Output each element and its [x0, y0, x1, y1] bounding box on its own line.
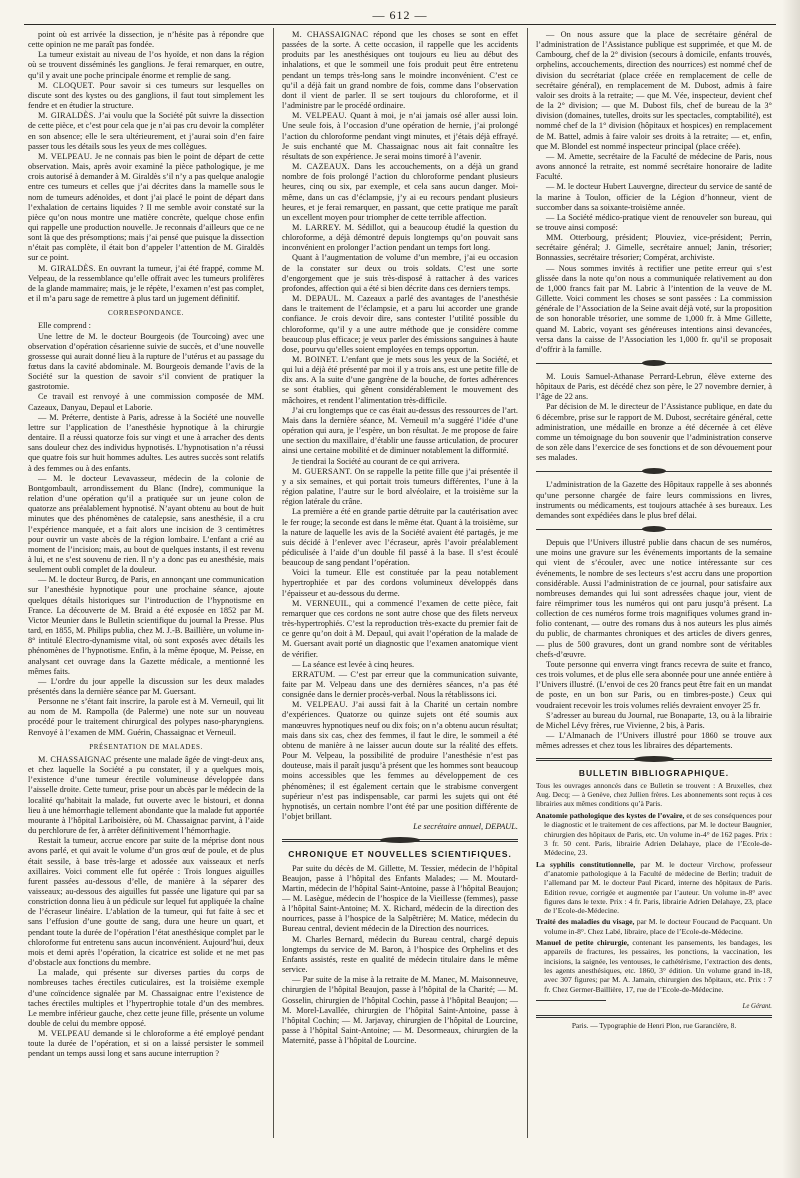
paragraph: [536, 731, 772, 751]
paragraph-text: Je tiendrai la Société au courant de ce qui arrivera.: [292, 456, 460, 466]
paragraph: [536, 372, 772, 402]
paragraph-text: Dans les accouchements, on a déjà un grand nombre de fois prolongé l’action du chloroforme pendant plusieurs heures, cinq ou six, par exemple, et cela sans aucun danger. Moi-même, dans un cas d’éclampsie, j’y ai eu recours pendant plusieurs heures, et je ferai remarquer, en passant, que cette pratique me paraît un excellent moyen pour triompher de cette terrible affection.: [282, 162, 518, 222]
paragraph-text: — C’est par erreur que la communication suivante, faite par M. Velpeau dans une des dernières séances, n’a pas été consignée dans le dernier procès-verbal. Nous la rétablissons ici.: [282, 669, 518, 700]
paragraph: [28, 111, 264, 152]
paragraph-text: — On nous assure que la place de secrétaire général de l’administration de l’Assistance publique est supprimée, et que M. de Cambourg, chef de la 2° division (secours à domicile, enfants trouvés, orphelins, accouchements, direction des nourrices) est nommé chef de division du secrétariat (place créée en remplacement de celle de secrétaire général), en remplacement de M. Dubost, admis à faire valoir ses droits à la retraite; — que M. Vée, inspecteur, devient chef de la 2° division; — que M. Dubost fils, chef de bureau de la 3° division (domaines, tutelles, droits sur les spectacles, comptabilité), est nommé chef de la 1° division (hôpitaux et hospices) en remplacement de M. Battel, admis à faire valoir ses droits à la retraite; — et, enfin, que M. Blondel est nommé inspecteur principal (place créée).: [536, 30, 772, 151]
paragraph: [282, 507, 518, 568]
paragraph: [536, 30, 772, 152]
paragraph-text: Quant à moi, je n’ai jamais osé aller aussi loin. Une seule fois, à l’occasion d’une opération de hernie, j’ai prolongé l’action du chloroforme pendant vingt minutes, et j’étais déjà effrayé. Je suis enchanté que M. Chassaignac nous ait fait connaître les résultats de son expérience. Je serai moins timoré à l’avenir.: [282, 111, 518, 161]
ornament-divider: [536, 359, 772, 368]
paragraph: [282, 660, 518, 670]
paragraph-text: La malade, qui présente sur diverses parties du corps de nombreuses taches érectiles cuticulaires, est la troisième exemple d’une coïncidence signalée par M. Chassaignac entre l’existence de taches érectiles multiples et l’hypertrophie totale d’un des membres. Le membre inférieur gauche, chez cette jeune fille, présente un volume double de celui du membre opposé.: [28, 968, 264, 1028]
speaker-name: M. DEPAUL.: [292, 294, 341, 304]
book-title: Manuel de petite chirurgie,: [536, 938, 629, 948]
bibliography-entry: [536, 811, 772, 857]
paragraph-text: L’enfant que je mets sous les yeux de la Société, et qui lui a déjà été présenté par moi il y a trois ans, est une petite fille de dix ans. A la suite d’une gangrène de la bouche, de fortes adhérences se sont établies, qui gênent considérablement le mouvement des mâchoires, et rendent l’alimentation très-difficile.: [282, 355, 518, 405]
paragraph: [28, 264, 264, 305]
paragraph: [28, 575, 264, 677]
paragraph: [536, 233, 772, 263]
paragraph: [28, 321, 264, 331]
paragraph-text: En ouvrant la tumeur, j’ai été frappé, comme M. Velpeau, de la ressemblance qu’elle offrait avec les tumeurs prolifères de la glande mammaire; mais, je le répète, l’examen n’est pas complet, et il m’a paru sage de remettre à plus tard un jugement définitif.: [28, 263, 264, 304]
paragraph-text: L’administration de la Gazette des Hôpitaux rappelle à ses abonnés qu’une personne chargée de faire leurs commissions en livres, instruments ou médicaments, est toujours attachée à ses bureaux. Les demandes sont expédiées dans le plus bref délai.: [536, 480, 772, 520]
printer-imprint: [536, 1015, 772, 1031]
paragraph: [282, 457, 518, 467]
speaker-name: M. VELPEAU.: [292, 700, 348, 710]
paragraph: [536, 711, 772, 731]
paragraph-text: On se rappelle la petite fille que j’ai présentée il y a six semaines, et qui portait trois tumeurs différentes, l’une à la région palatine, l’autre sur le bord alvéolaire, et la troisième sur la région latérale du crâne.: [282, 466, 518, 507]
paragraph-text: présente une malade âgée de vingt-deux ans, et chez laquelle la Société a pu constater, il y a quelques mois, l’existence d’une tumeur érectile volumineuse développée dans l’aisselle droite. Cette tumeur, prise pour un abcès par le médecin de la localité qu’habitait la malade, fut ouverte avec le bistouri, et donna lieu à une hémorrhagie tellement abondante que la malade fut apportée mourante à l’hôpital Lariboisière, où M. Chassaignac parvint, à l’aide du perchlorure de fer, à arrêter définitivement l’hémorrhagie.: [28, 754, 264, 836]
paragraph: [28, 392, 264, 412]
ornament-divider: [536, 467, 772, 476]
speaker-name: M. CHASSAIGNAC: [292, 30, 369, 39]
paragraph-text: — M. Amette, secrétaire de la Faculté de médecine de Paris, nous avons annoncé la retraite, est nommé secrétaire honoraire de ladite Faculté.: [536, 151, 772, 182]
imprint-rule: [536, 1015, 772, 1018]
section-heading: CORRESPONDANCE.: [107, 309, 185, 318]
speaker-name: M. VELPEAU.: [292, 111, 347, 121]
ornament-divider: [536, 755, 772, 764]
speaker-name: M. LARREY.: [292, 222, 342, 232]
paragraph: [536, 660, 772, 711]
paragraph-text: Je ne connais pas bien le point de départ de cette observation. Mais, après avoir examiné la pièce pathologique, je me crois autorisé à demander à M. Giraldès s’il n’y a pas quelque analogie entre ces tumeurs et celles que j’ai décrites dans la mamelle sous le nom de tumeurs adénoïdes, et dont j’ai placé le point de départ dans l’exhalation de certains liquides ? Il me semble avoir constaté sur la pièce qu’on nous montre une matière concrète, quelque chose enfin qui rappelle une production nouvelle. Je reconnais d’ailleurs que ce ne sont là que des présomptions; mais j’ai pensé que puisque la dissection n’était pas complète, il était bon d’appeler l’attention de M. Giraldès sur ce point.: [28, 151, 264, 263]
bibliography-intro: Tous les ouvrages annoncés dans ce Bulletin se trouvent : A Bruxelles, chez Aug. Decq; — à Genève, chez Jullien frères. Les abonnements sont reçus à ces librairies aux mêmes conditions qu’à Paris.: [536, 781, 772, 809]
section-heading: BULLETIN BIBLIOGRAPHIQUE.: [578, 768, 730, 779]
paragraph: [282, 467, 518, 508]
speaker-name: M. GUERSANT.: [292, 466, 353, 476]
paragraph: [282, 700, 518, 822]
speaker-name: M. CHASSAIGNAC: [38, 754, 112, 764]
paragraph-text: — L’Almanach de l’Univers illustré pour 1860 se trouve aux mêmes adresses et chez tous les libraires des départements.: [536, 731, 772, 751]
paragraph: [536, 480, 772, 521]
paragraph: [28, 836, 264, 968]
paragraph-text: La première a été en grande partie détruite par la cautérisation avec le fer rouge; la seconde est dans le même état. Quant à la troisième, sur la nature de laquelle les avis de la Société avaient été partagés, je me suis décidé à l’enlever avec l’écraseur, après l’avoir préalablement pédiculisée à l’aide d’un double fil passé à la base. Il s’est écoulé beaucoup de sang pendant l’opération.: [282, 507, 518, 568]
bibliography-entry: [536, 938, 772, 994]
book-details: par M. le docteur Virchow, professeur d’anatomie pathologique à la Faculté de médecine de Berlin; traduit de l’allemand par M. le docteur Paul Picard, interne des hôpitaux de Paris. Edition revue, corrigée et augmentée par l’auteur. Un volume in-8° avec figures dans le texte. Prix : 4 fr. Paris, librairie Adrien Delahaye, 23, place de l’Ecole-de-Médecine.: [544, 859, 772, 916]
paragraph-text: qui a commencé l’examen de cette pièce, fait remarquer que ces cordons ne sont autre chose que des filets nerveux très-hypertrophiés. C’est la reproduction très-exacte du premier fait de ce genre qu’on doit à M. Depaul, qui avait l’opération de la malade de M. Guersant avait porté un diagnostic que l’examen anatomique vient de vérifier.: [282, 598, 518, 659]
paragraph: [28, 152, 264, 264]
paragraph-text: Voici la tumeur. Elle est constituée par la peau notablement hypertrophiée et par des cordons volumineux développés dans l’épaisseur et au-dessous du derme.: [282, 568, 518, 598]
column-right: [536, 30, 772, 1136]
paragraph-text: Quant à l’augmentation de volume d’un membre, j’ai eu occasion de la constater sur deux ou trois soldats. C’est une sorte d’engorgement que je suis très-disposé à rattacher à des varices profondes, affection qui a été si bien décrite dans ces derniers temps.: [282, 253, 518, 293]
header-rule: [24, 24, 776, 25]
speaker-name: M. CLOQUET.: [38, 80, 95, 90]
paragraph-text: — Par suite de la mise à la retraite de M. Manec, M. Maisonneuve, chirurgien de l’hôpital Beaujon, passe à l’hôpital de la Charité; — M. Gosselin, chirurgien de l’hôpital Cochin, passe à l’hôpital Beaujon; — M. Morel-Lavallée, chirurgien de l’hôpital Saint-Antoine, passe à l’hôpital Cochin; — M. Jarjavay, chirurgien de l’hôpital de Lourcine, passe à l’hôpital Saint-Antoine; — M. Desormeaux, chirurgien de la Maternité, passe à l’hôpital de Lourcine.: [282, 975, 518, 1046]
paragraph-text: — L’ordre du jour appelle la discussion sur les deux malades présentés dans la dernière séance par M. Guersant.: [28, 676, 264, 696]
paragraph: [28, 677, 264, 697]
paragraph-text: Personne ne s’étant fait inscrire, la parole est à M. Verneuil, qui lit au nom de M. Rampolla (de Palerme) une note sur un nouveau procédé pour le traitement chirurgical des polypes naso-pharyngiens. Renvoyé à l’examen de MM. Guérin, Chassaignac et Verneuil.: [28, 697, 264, 737]
paragraph-text: demande si le chloroforme a été employé pendant toute la durée de l’opération, et si on a laissé persister le sommeil pendant un temps aussi long et sans aucune interruption ?: [28, 1029, 264, 1059]
book-title: Traité des maladies du visage,: [536, 917, 635, 927]
book-details: par M. le docteur Foucaud de Pacquant. Un volume in-8°. Chez Labé, libraire, place de l’Ecole-de-Médecine.: [544, 917, 772, 936]
paragraph: [282, 935, 518, 976]
paragraph-text: M. Cazeaux a parlé des avantages de l’anesthésie dans le traitement de l’éclampsie, et a paru lui accorder une grande confiance. Je crois devoir dire, sans contester l’utilité possible du chloroforme, qu’il y a une autre méthode que je considère comme beaucoup plus efficace; je veux parler des émissions sanguines à haute dose, pourvu qu’elles soient employées en temps opportun.: [282, 294, 518, 354]
paragraph: [28, 50, 264, 80]
book-title: La syphilis constitutionnelle,: [536, 859, 636, 869]
paragraph: [28, 81, 264, 111]
paragraph: [282, 406, 518, 457]
paragraph-text: Depuis que l’Univers illustré publie dans chacun de ses numéros, une moins une gravure sur les événements importants de la semaine qui vient de s’écouler, avec une notice intéressante sur ces événements, le nombre de ses lecteurs s’est accru dans une proportion considérable. Aussi l’administration de ce journal, pour satisfaire aux nombreuses demandes qui lui sont adressées chaque jour, vient de faire réimprimer tous les numéros qui ont paru jusqu’à présent. La collection de ces numéros forme trois magnifiques volumes grand in-folio contenant, — outre des romans dus à nos auteurs les plus aimés du public, de charmantes chroniques et des articles de divers genres, — plus de 500 gravures, dont un grand nombre sont de véritables chefs-d’œuvre.: [536, 538, 772, 659]
paragraph: [536, 213, 772, 233]
speaker-name: M. GIRALDÈS.: [38, 263, 96, 273]
paragraph-text: — M. Préterre, dentiste à Paris, adresse à la Société une nouvelle lettre sur l’application de l’anesthésie hypnotique à la chirurgie dentaire. Il a réussi quatorze fois sur vingt et une à arracher des dents sans douleur chez des individus hypnotisés. L’hypnotisation n’a réussi que quatre fois sur huit hommes adultes. Les autres succès sont relatifs à des femmes ou à des enfants.: [28, 412, 264, 473]
paragraph: [536, 182, 772, 212]
paragraph-text: Une lettre de M. le docteur Bourgeois (de Tourcoing) avec une observation d’opération césarienne suivie de succès, et d’une nouvelle grossesse qui aurait donné lieu à la rupture de l’utérus et au passage du fœtus dans la cavité abdominale. M. Bourgeois demande l’avis de la Société sur la question de savoir s’il convient de pratiquer la gastrotomie.: [28, 331, 264, 392]
paragraph: [28, 474, 264, 576]
bibliography-entry: [536, 917, 772, 936]
paragraph: [28, 697, 264, 738]
paragraph: [536, 538, 772, 660]
paragraph-text: — M. le docteur Levavasseur, médecin de la colonie de Bontgombault, arrondissement du Blanc (Indre), communique la relation d’une opération qu’il a pratiquée sur un jeune colon de quatorze ans préalablement hypnotisé. N’ayant obtenu au bout de huit minutes que des phénomènes de catalepsie, sans anesthésie, il a cru l’expérience manquée, et a fait alors une incision de 3 centimètres pour ouvrir un vaste abcès de la région lombaire. L’enfant a crié au moment de l’incision; mais, au bout de quelques instants, il est revenu à lui, et ne s’est souvenu de rien. Il n’y a donc pas eu anesthésie, mais seulement oubli complet de la douleur.: [28, 473, 264, 575]
section-heading: PRÉSENTATION DE MALADES.: [89, 742, 203, 751]
paragraph: [282, 111, 518, 162]
paragraph: [282, 162, 518, 223]
page-number: — 612 —: [372, 8, 428, 22]
paragraph: [282, 294, 518, 355]
paragraph: [28, 413, 264, 474]
paragraph: [282, 670, 518, 700]
paragraph-text: Elle comprend :: [38, 321, 91, 331]
paragraph-text: Par décision de M. le directeur de l’Assistance publique, en date du 6 décembre, prise sur le rapport de M. Dubost, secrétaire général, cette administration, une médaille en bronze a été décernée à cet élève comme un témoignage du bon souvenir que l’administration conserve de son zèle dans l’exercice de ses fonctions et de son dévouement pour ses malades.: [536, 402, 772, 463]
speaker-name: ERRATUM.: [292, 669, 336, 679]
paragraph-text: Toute personne qui enverra vingt francs recevra de suite et franco, ces trois volumes, et de plus elle sera abonnée pour une année entière à l’Univers illustré. (L’envoi de ces 20 francs peut être fait en un mandat de poste, en un bon sur Paris, ou en timbres-poste.) Ceux qui voudraient recevoir les trois volumes reliés devraient envoyer 25 fr.: [536, 659, 772, 710]
paragraph-text: — La Société médico-pratique vient de renouveler son bureau, qui se trouve ainsi composé:: [536, 212, 772, 232]
column-left: [28, 30, 264, 1136]
paragraph-text: — Nous sommes invités à rectifier une petite erreur qui s’est glissée dans la note qu’on nous a communiquée relativement au don de 1,000 francs fait par M. Labric à l’intention de la veuve de M. Gillette. Voici comment les choses se sont passées : La commission générale de l’Association de la Seine avait déjà voté, sur la proposition de son honorable trésorier, une somme de 1,000 fr. à Mme Gillette, quand M. Labric, voyant ses généreuses intentions ainsi devancées, versa dans la caisse de l’Association les 1,000 fr. qu’il se proposait d’offrir à la famille.: [536, 263, 772, 354]
paragraph-text: MM. Otterbourg, président; Plouviez, vice-président; Perrin, secrétaire général; J. Gimelle, secrétaire annuel; Janin, trésorier; Bonnassies, secrétaire trésorier; Compérat, archiviste.: [536, 233, 772, 263]
speaker-name: M. VERNEUIL,: [292, 598, 352, 608]
column-middle: [282, 30, 518, 1136]
paragraph-text: S’adresser au bureau du Journal, rue Bonaparte, 13, ou à la librairie de Michel Lévy frères, rue Vivienne, 2 bis, à Paris.: [536, 710, 772, 730]
paragraph-text: point où est arrivée la dissection, je n’hésite pas à répondre que cette opinion ne me paraît pas fondée.: [28, 30, 264, 50]
speaker-name: M. CAZEAUX.: [292, 162, 350, 172]
paragraph-text: — M. le docteur Burcq, de Paris, en annonçant une communication sur l’anesthésie hypnotique pour une prochaine séance, ajoute quelques détails historiques sur l’introduction de l’hypnotisme en France. La découverte de M. Braid a été exposée en 1852 par M. Victor Meunier dans le Bulletin scientifique du journal la Presse. Plus tard, en 1855, M. Philips publia, chez M. J.-B. Baillière, un volume in-8° intitulé Electro-dynamisme vital, où sont exposés avec détails les phénomènes de l’hypnotisme. Enfin, à la même époque, M. Peisse, en analysant cet ouvrage dans la Gazette médicale, a mentionné les mêmes faits.: [28, 575, 264, 676]
paragraph-text: Par suite du décès de M. Gillette, M. Tessier, médecin de l’hôpital Beaujon, passe à l’hôpital des Enfants Malades; — M. Moutard-Martin, médecin de l’hôpital Saint-Antoine, passe à l’hôpital Beaujon; — M. Lasègue, médecin de l’hospice de la Vieillesse (femmes), passe à l’hôpital Saint-Antoine; M. X. Richard, médecin de la direction des nourrices, passe à l’hospice de la Salpêtrière; M. Matice, médecin du Bureau central, devient médecin de la Direction des nourrices.: [282, 863, 518, 934]
page-edge-shadow: [782, 0, 800, 1178]
manager-signature: Le Gérant.: [742, 1002, 772, 1010]
paragraph-text: — La séance est levée à cinq heures.: [292, 659, 415, 669]
paragraph: [282, 253, 518, 294]
imprint-text: Paris. — Typographie de Henri Plon, rue Garancière, 8.: [571, 1020, 737, 1030]
paragraph-text: Pour savoir si ces tumeurs sur lesquelles on discute sont des kystes ou des ganglions, il faut tout simplement les fendre et en étudier la structure.: [28, 80, 264, 111]
paragraph-text: répond que les choses se sont en effet passées de la sorte. A cette occasion, il rappelle que les accidents produits par les anesthésiques ont toujours eu lieu au début des inhalations, et que le sommeil une fois produit peut être entretenu pendant un temps très-long sans le moindre inconvénient. C’est ce qu’il a déjà fait un grand nombre de fois, comme dans l’observation dont il vient de parler. Il se sert toujours du chloroforme, et il l’administre par le procédé ordinaire.: [282, 30, 518, 111]
speaker-name: M. BOINET.: [292, 355, 339, 364]
book-details: contenant les pansements, les bandages, les appareils de fractures, les pessaires, les ponctions, la vaccination, les incisions, la saignée, les ventouses, le cathétérisme, l’extraction des dents, les agents anesthésiques, etc. 1860, 3° édition. Un volume grand in-18, avec 307 figures; par M. A. Jamain, chirurgien des hôpitaux, etc. Prix : 7 fr. Chez Germer-Baillière, 17, rue de l’Ecole-de-Médecine.: [544, 938, 772, 994]
paragraph-text: M. Sédillot, qui a beaucoup étudié la question du chloroforme, a déjà démontré depuis longtemps qu’on pouvait sans inconvénient en prolonger l’action pendant un temps fort long.: [282, 222, 518, 253]
paragraph: [28, 30, 264, 50]
paragraph-text: La tumeur existait au niveau de l’os hyoïde, et non dans la région où se trouvent disséminés les ganglions. Je ferai remarquer, en outre, qu’il y avait une poche principale énorme et remplie de sang.: [28, 50, 264, 80]
footer-rule: [536, 1000, 606, 1001]
column-divider: [527, 28, 528, 1138]
paragraph-text: Restait la tumeur, accrue encore par suite de la méprise dont nous avons parlé, et qui avait le volume d’un gros œuf de poule, et de plus était sessile, à base très-large et adossée aux vaisseaux et nerfs axillaires. Voici comment elle fut opérée : Trois longues aiguilles furent passées au-dessous d’elle, de manière à la séparer des vaisseaux; au-dessous des aiguilles fut passée une ligature qui par sa constriction donna lieu à un pédicule sur lequel fut appliquée la chaîne de l’écraseur linéaire. L’ablation de la tumeur, qui fut faite à sec et sans l’effusion d’une goutte de sang, dura une heure un quart, et pendant toute la durée de l’opération l’état anesthésique complet par le chloroforme fut entretenu sans aucun inconvénient. Aujourd’hui, deux mois et demi après l’opération, la cicatrice est solide et ne met pas d’obstacle aux fonctions du membre.: [28, 836, 264, 968]
paragraph: [28, 968, 264, 1029]
paragraph-text: M. Louis Samuel-Athanase Perrard-Lebrun, élève externe des hôpitaux de Paris, est décédé chez son père, le 27 novembre dernier, à l’âge de 22 ans.: [536, 372, 772, 402]
paragraph: [282, 568, 518, 598]
paragraph: [282, 30, 518, 111]
paragraph: [282, 599, 518, 660]
paragraph-text: Ce travail est renvoyé à une commission composée de MM. Cazeaux, Danyau, Depaul et Laborie.: [28, 392, 264, 412]
ornament-divider: [536, 525, 772, 534]
paragraph: [536, 152, 772, 182]
column-divider: [273, 28, 274, 1138]
paragraph: [282, 355, 518, 406]
paragraph-text: — M. le docteur Hubert Lauvergne, directeur du service de santé de la marine à Toulon, officier de la Légion d’honneur, vient de succomber dans sa soixante-troisième année.: [536, 182, 772, 212]
paragraph: [28, 332, 264, 393]
paragraph-text: J’ai cru longtemps que ce cas était au-dessus des ressources de l’art. Mais dans la dernière séance, M. Verneuil m’a suggéré l’idée d’une opération qui aura, je l’espère, un bon résultat. Je me propose de faire une section du maxillaire, d’établir une fausse articulation, de procurer ainsi une certaine mobilité et de diminuer notablement la difformité.: [282, 405, 518, 456]
paragraph: [282, 864, 518, 935]
paragraph: [282, 223, 518, 253]
paragraph-text: M. Charles Bernard, médecin du Bureau central, chargé depuis longtemps du service de M. Baron, à l’hospice des Orphelins et des Enfants assistés, reste en qualité de médecin titulaire dans le même service.: [282, 934, 518, 975]
book-title: Anatomie pathologique des kystes de l’ovaire,: [536, 811, 685, 821]
signature-line: Le secrétaire annuel, DEPAUL.: [413, 822, 518, 832]
paragraph-text: J’ai voulu que la Société pût suivre la dissection de cette pièce, et c’est pour cela que je n’ai pas cru devoir la compléter en son absence; elle le sera ultérieurement, et j’aurai soin d’en faire passer tous les détails sous les yeux de mes collègues.: [28, 111, 264, 151]
speaker-name: M. VELPEAU.: [38, 151, 93, 161]
speaker-name: M. VELPEAU: [38, 1029, 91, 1039]
paragraph-text: J’ai aussi fait à la Charité un certain nombre d’expériences. Quatorze ou quinze sujets ont été soumis aux manœuvres hypnotiques neuf ou dix fois; on n’a obtenu aucun résultat; mais dans six cas, chez des femmes, il faut le dire, le sommeil a été obtenu de manière à ne laisser aucun doute sur la réalité des effets. Pour M. Velpeau, la possibilité de produire l’anesthésie n’est pas douteuse, mais il paraît jusqu’à présent que les hommes sont beaucoup moins accessibles que les femmes au développement de ces phénomènes; il est également certain que le strabisme convergent supérieur n’est pas indispensable, car parmi les sujets qui ont été hypnotisés, un certain nombre l’ont été par une position différente de l’objet brillant.: [282, 700, 518, 822]
paragraph: [28, 755, 264, 836]
book-details: et de ses conséquences pour le diagnostic et le traitement de ces affections, par M. le docteur Baugnier, chirurgien des hôpitaux de Paris, etc. Un volume in-4° de 162 pages. Prix : 3 fr. 50 cent. Paris, librairie Adrien Delahaye, place de l’Ecole-de-Médecine, 23.: [544, 811, 772, 858]
paragraph: [282, 975, 518, 1046]
speaker-name: M. GIRALDÈS.: [38, 111, 96, 121]
paragraph: [536, 402, 772, 463]
paragraph: [28, 1029, 264, 1059]
paragraph: [536, 264, 772, 355]
bibliography-entry: [536, 860, 772, 916]
ornament-divider: [282, 836, 518, 845]
section-heading: CHRONIQUE ET NOUVELLES SCIENTIFIQUES.: [288, 849, 512, 860]
